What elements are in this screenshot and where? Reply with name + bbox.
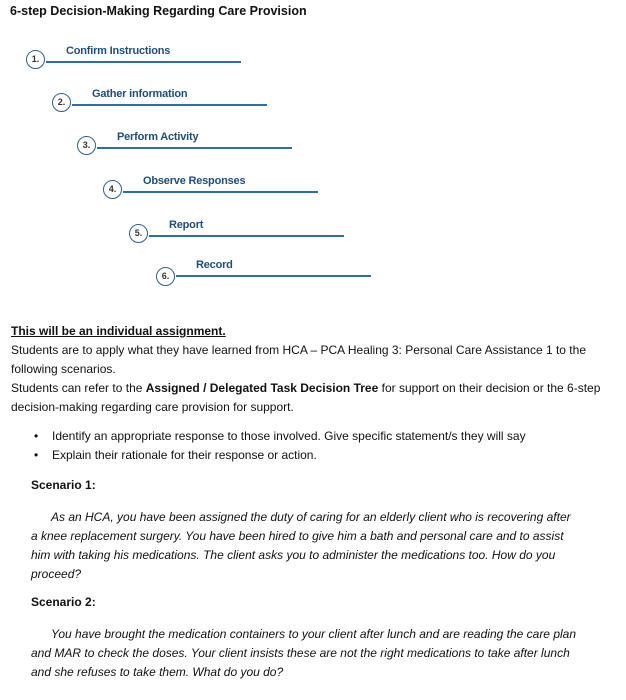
scenario-2-heading: Scenario 2: — [31, 595, 96, 609]
scenario-1-text: As an HCA, you have been assigned the duty of caring for an elderly client who is recovering after a knee replacement surgery. You have been hired to give him a bath and personal care and to assist him with taking his medications. The client asks you to administer the medications too. How do you proceed? — [31, 510, 571, 581]
step-label: Observe Responses — [143, 175, 246, 187]
list-item-text: Explain their rationale for their response or action. — [52, 448, 317, 462]
step-underline — [149, 235, 344, 237]
step-label: Perform Activity — [117, 131, 199, 143]
step-number-badge: 3. — [77, 136, 96, 155]
assignment-paragraph: Students are to apply what they have learned from HCA – PCA Healing 3: Personal Care Assistance 1 to the following scenarios. — [11, 343, 586, 376]
step-number-badge: 6. — [156, 267, 175, 286]
step-label: Confirm Instructions — [66, 45, 171, 57]
instruction-list — [28, 427, 526, 465]
decision-tree-reference: Assigned / Delegated Task Decision Tree — [145, 381, 379, 395]
list-item — [28, 446, 526, 465]
step-number-badge: 5. — [129, 224, 148, 243]
list-item — [28, 427, 526, 446]
step-underline — [72, 104, 267, 106]
step-number-badge: 1. — [26, 50, 45, 69]
step-label: Report — [169, 219, 204, 231]
scenario-2-text: You have brought the medication containers to your client after lunch and are reading the care plan and MAR to check the doses. Your client insists these are not the right medications to take after lunch and she refuses to take them. What do you do? — [31, 627, 577, 679]
scenario-1-heading: Scenario 1: — [31, 478, 96, 492]
step-underline — [97, 147, 292, 149]
step-label: Record — [196, 259, 233, 271]
bullet-icon: • — [34, 448, 39, 462]
assignment-heading: This will be an individual assignment. — [11, 324, 226, 338]
step-label: Gather information — [92, 88, 188, 100]
paragraph-text: for support on their decision or the 6-step decision-making regarding care provision for support. — [11, 381, 601, 414]
step-underline — [176, 275, 371, 277]
step-number-badge: 4. — [103, 180, 122, 199]
paragraph-text: Students can refer to the — [11, 381, 146, 395]
step-underline — [46, 61, 241, 63]
assignment-paragraph — [11, 379, 601, 417]
bullet-icon: • — [34, 429, 39, 443]
step-number-badge: 2. — [52, 93, 71, 112]
step-underline — [123, 191, 318, 193]
page-title: 6-step Decision-Making Regarding Care Provision — [10, 4, 307, 18]
list-item-text: Identify an appropriate response to those involved. Give specific statement/s they will say — [52, 429, 526, 443]
